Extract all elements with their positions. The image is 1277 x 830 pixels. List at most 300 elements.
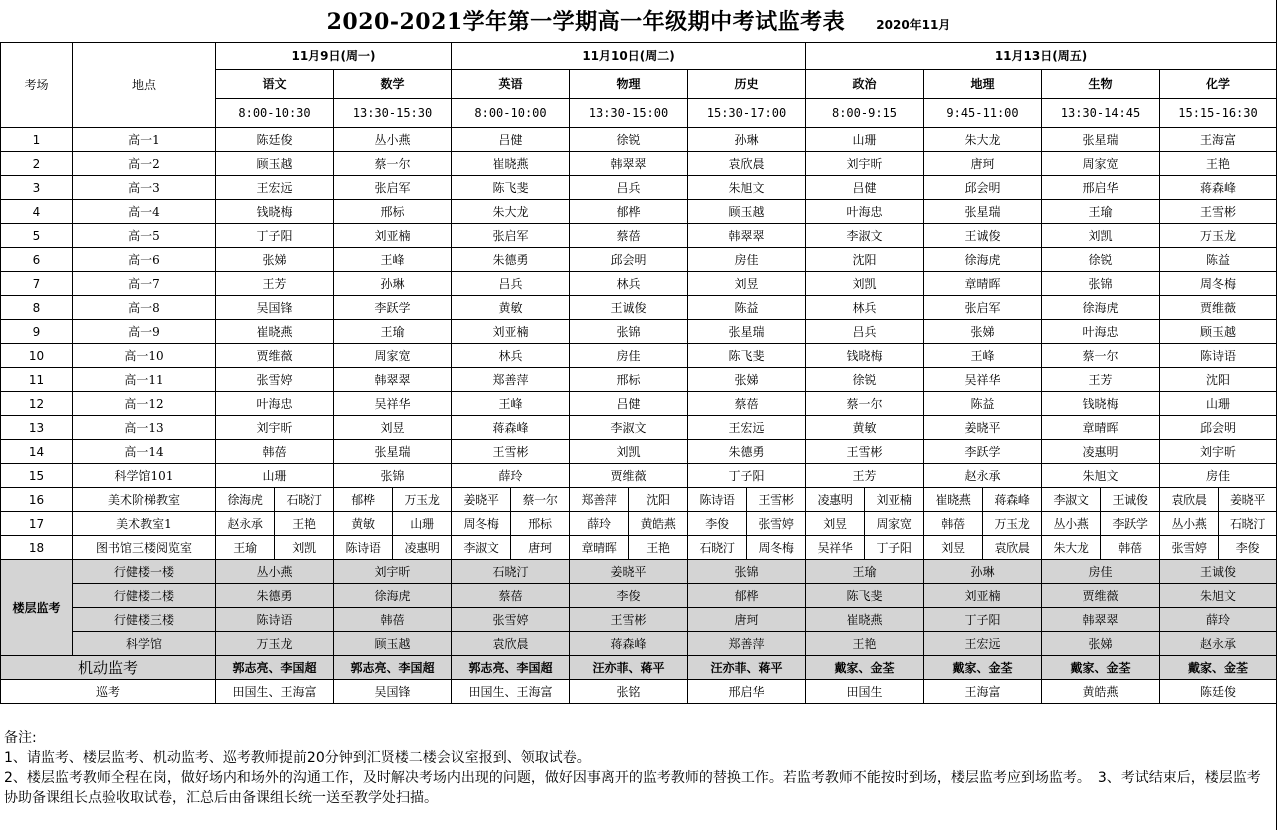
floor-proctor-cell: 郑善萍 [688,632,806,656]
proctor-cell: 张雪婷 [216,368,334,392]
room-location: 美术教室1 [73,512,216,536]
room-number: 17 [1,512,73,536]
proctor-cell: 韩蓓 [1101,536,1160,560]
proctor-cell: 房佳 [570,344,688,368]
proctor-cell: 邢标 [511,512,570,536]
table-row [1,176,1277,200]
proctor-cell: 凌惠明 [1042,440,1160,464]
proctor-cell: 陈诗语 [1160,344,1277,368]
room-number: 14 [1,440,73,464]
room-number: 5 [1,224,73,248]
table-row [1,488,1277,512]
proctor-cell: 陈诗语 [334,536,393,560]
proctor-cell: 王峰 [334,248,452,272]
proctor-cell: 王瑜 [1042,200,1160,224]
proctor-cell: 张星瑞 [1042,128,1160,152]
proctor-cell: 刘亚楠 [334,224,452,248]
proctor-cell: 黄敏 [334,512,393,536]
proctor-cell: 房佳 [688,248,806,272]
proctor-cell: 凌惠明 [806,488,865,512]
table-row [1,320,1277,344]
proctor-cell: 周家宽 [865,512,924,536]
proctor-cell: 沈阳 [629,488,688,512]
table-row [1,680,1277,704]
proctor-cell: 钱晓梅 [216,200,334,224]
mobile-proctor-cell: 郭志亮、李国超 [452,656,570,680]
floor-location: 行健楼二楼 [73,584,216,608]
proctor-cell: 丁子阳 [688,464,806,488]
room-location: 高一3 [73,176,216,200]
room-number: 9 [1,320,73,344]
subject-header: 化学 [1160,70,1277,99]
proctor-cell: 刘昱 [688,272,806,296]
proctor-cell: 崔晓燕 [924,488,983,512]
room-location: 高一12 [73,392,216,416]
proctor-cell: 刘昱 [924,536,983,560]
floor-proctor-cell: 王艳 [806,632,924,656]
proctor-cell: 王诚俊 [1101,488,1160,512]
proctor-cell: 吴国锋 [216,296,334,320]
proctor-cell: 朱大龙 [1042,536,1101,560]
proctor-cell: 石晓汀 [688,536,747,560]
proctor-cell: 王雪彬 [806,440,924,464]
proctor-cell: 陈益 [1160,248,1277,272]
room-number: 16 [1,488,73,512]
proctor-cell: 顾玉越 [688,200,806,224]
floor-proctor-label: 楼层监考 [1,560,73,656]
room-number: 3 [1,176,73,200]
proctor-cell: 郑善萍 [452,368,570,392]
proctor-cell: 陈飞斐 [452,176,570,200]
floor-proctor-cell: 丁子阳 [924,608,1042,632]
proctor-cell: 王海富 [1160,128,1277,152]
proctor-cell: 张雪婷 [747,512,806,536]
subject-header: 历史 [688,70,806,99]
room-location: 高一8 [73,296,216,320]
proctor-cell: 袁欣晨 [983,536,1042,560]
proctor-cell: 叶海忠 [1042,320,1160,344]
proctor-cell: 张启军 [334,176,452,200]
proctor-cell: 山珊 [1160,392,1277,416]
proctor-cell: 刘凯 [275,536,334,560]
proctor-cell: 李跃学 [1101,512,1160,536]
proctor-cell: 吕健 [452,128,570,152]
proctor-cell: 薛玲 [452,464,570,488]
mobile-proctor-label: 机动监考 [1,656,216,680]
proctor-cell: 韩翠翠 [334,368,452,392]
proctor-cell: 姜晓平 [924,416,1042,440]
floor-proctor-cell: 徐海虎 [334,584,452,608]
room-location: 高一11 [73,368,216,392]
room-location: 高一10 [73,344,216,368]
table-row [1,416,1277,440]
floor-proctor-cell: 崔晓燕 [806,608,924,632]
proctor-cell: 徐锐 [570,128,688,152]
proctor-cell: 黄敏 [452,296,570,320]
proctor-cell: 万玉龙 [983,512,1042,536]
proctor-cell: 张星瑞 [334,440,452,464]
proctor-cell: 张锦 [334,464,452,488]
floor-proctor-cell: 薛玲 [1160,608,1277,632]
proctor-cell: 邢标 [570,368,688,392]
proctor-cell: 姜晓平 [452,488,511,512]
proctor-cell: 山珊 [806,128,924,152]
table-row [1,272,1277,296]
proctor-cell: 袁欣晨 [1160,488,1219,512]
proctor-cell: 王艳 [275,512,334,536]
proctor-cell: 蔡一尔 [511,488,570,512]
patrol-cell: 田国生、王海富 [452,680,570,704]
proctor-cell: 郁桦 [570,200,688,224]
proctor-cell: 周冬梅 [747,536,806,560]
proctor-cell: 王诚俊 [924,224,1042,248]
proctor-cell: 徐锐 [806,368,924,392]
proctor-cell: 吕兵 [570,176,688,200]
table-row [1,608,1277,632]
proctor-cell: 万玉龙 [1160,224,1277,248]
proctor-cell: 韩蓓 [216,440,334,464]
table-row [1,224,1277,248]
table-row [1,464,1277,488]
floor-proctor-cell: 陈诗语 [216,608,334,632]
proctor-cell: 丛小燕 [1042,512,1101,536]
proctor-cell: 周冬梅 [452,512,511,536]
patrol-cell: 邢启华 [688,680,806,704]
floor-proctor-cell: 王雪彬 [570,608,688,632]
proctor-cell: 张娣 [216,248,334,272]
proctor-cell: 邱会明 [924,176,1042,200]
proctor-cell: 贾维薇 [216,344,334,368]
proctor-cell: 蒋森峰 [1160,176,1277,200]
day-header: 11月10日(周二) [452,43,806,70]
room-number: 13 [1,416,73,440]
floor-proctor-cell: 顾玉越 [334,632,452,656]
subject-header: 英语 [452,70,570,99]
table-row [1,656,1277,680]
room-number: 4 [1,200,73,224]
proctor-cell: 吴祥华 [806,536,865,560]
room-header: 考场 [1,43,73,128]
proctor-cell: 陈益 [688,296,806,320]
proctor-cell: 孙琳 [334,272,452,296]
proctor-cell: 丁子阳 [216,224,334,248]
room-number: 15 [1,464,73,488]
proctor-cell: 刘亚楠 [452,320,570,344]
proctor-cell: 郑善萍 [570,488,629,512]
proctor-cell: 王雪彬 [452,440,570,464]
proctor-cell: 刘凯 [806,272,924,296]
room-number: 1 [1,128,73,152]
proctor-cell: 朱大龙 [452,200,570,224]
floor-proctor-cell: 蒋森峰 [570,632,688,656]
proctor-cell: 李淑文 [806,224,924,248]
notes-line-1: 1、请监考、楼层监考、机动监考、巡考教师提前20分钟到汇贤楼二楼会议室报到、领取试卷。 [4,750,591,766]
proctor-cell: 蒋森峰 [983,488,1042,512]
floor-proctor-cell: 蔡蓓 [452,584,570,608]
proctor-cell: 王宏远 [688,416,806,440]
proctor-cell: 郁桦 [334,488,393,512]
proctor-cell: 李跃学 [334,296,452,320]
proctor-cell: 徐海虎 [216,488,275,512]
proctor-cell: 丁子阳 [865,536,924,560]
proctor-cell: 凌惠明 [393,536,452,560]
mobile-proctor-cell: 汪亦菲、蒋平 [688,656,806,680]
table-row [1,512,1277,536]
floor-proctor-cell: 张雪婷 [452,608,570,632]
mobile-proctor-cell: 郭志亮、李国超 [216,656,334,680]
room-number: 2 [1,152,73,176]
proctor-cell: 张星瑞 [688,320,806,344]
proctor-cell: 蔡一尔 [806,392,924,416]
floor-proctor-cell: 王宏远 [924,632,1042,656]
day-header: 11月13日(周五) [806,43,1277,70]
proctor-cell: 唐珂 [924,152,1042,176]
proctor-cell: 林兵 [452,344,570,368]
proctor-cell: 沈阳 [1160,368,1277,392]
table-row [1,536,1277,560]
room-number: 10 [1,344,73,368]
notes-section [4,728,1272,808]
proctor-cell: 贾维薇 [1160,296,1277,320]
proctor-cell: 刘宇昕 [1160,440,1277,464]
room-location: 高一9 [73,320,216,344]
proctor-cell: 朱旭文 [688,176,806,200]
floor-proctor-cell: 朱德勇 [216,584,334,608]
schedule-table [0,42,1277,704]
proctor-cell: 林兵 [570,272,688,296]
proctor-cell: 李俊 [688,512,747,536]
proctor-cell: 韩翠翠 [688,224,806,248]
proctor-cell: 沈阳 [806,248,924,272]
proctor-cell: 邢标 [334,200,452,224]
mobile-proctor-cell: 郭志亮、李国超 [334,656,452,680]
table-row [1,43,1277,70]
proctor-cell: 王芳 [216,272,334,296]
table-row [1,632,1277,656]
floor-proctor-cell: 万玉龙 [216,632,334,656]
table-row [1,368,1277,392]
proctor-cell: 蔡蓓 [570,224,688,248]
proctor-cell: 叶海忠 [216,392,334,416]
mobile-proctor-cell: 戴家、金荃 [924,656,1042,680]
floor-location: 行健楼一楼 [73,560,216,584]
proctor-cell: 朱大龙 [924,128,1042,152]
proctor-cell: 王艳 [1160,152,1277,176]
proctor-cell: 徐锐 [1042,248,1160,272]
time-header: 15:30-17:00 [688,99,806,128]
time-header: 13:30-15:30 [334,99,452,128]
room-location: 图书馆三楼阅览室 [73,536,216,560]
floor-proctor-cell: 王瑜 [806,560,924,584]
proctor-cell: 韩蓓 [924,512,983,536]
notes-title: 备注: [4,730,37,746]
room-number: 6 [1,248,73,272]
proctor-cell: 蒋森峰 [452,416,570,440]
room-location: 美术阶梯教室 [73,488,216,512]
proctor-cell: 朱旭文 [1042,464,1160,488]
proctor-cell: 山珊 [216,464,334,488]
location-header: 地点 [73,43,216,128]
patrol-cell: 张铭 [570,680,688,704]
floor-proctor-cell: 丛小燕 [216,560,334,584]
proctor-cell: 孙琳 [688,128,806,152]
floor-proctor-cell: 陈飞斐 [806,584,924,608]
proctor-cell: 吴祥华 [334,392,452,416]
proctor-cell: 王宏远 [216,176,334,200]
room-location: 高一7 [73,272,216,296]
proctor-cell: 张启军 [452,224,570,248]
proctor-cell: 韩翠翠 [570,152,688,176]
proctor-cell: 崔晓燕 [216,320,334,344]
proctor-cell: 顾玉越 [216,152,334,176]
proctor-cell: 姜晓平 [1219,488,1277,512]
proctor-cell: 刘凯 [570,440,688,464]
proctor-cell: 丛小燕 [334,128,452,152]
proctor-cell: 刘亚楠 [865,488,924,512]
proctor-cell: 徐海虎 [924,248,1042,272]
proctor-cell: 钱晓梅 [806,344,924,368]
patrol-cell: 黄皓燕 [1042,680,1160,704]
floor-proctor-cell: 韩蓓 [334,608,452,632]
room-location: 高一13 [73,416,216,440]
table-row [1,248,1277,272]
proctor-cell: 张启军 [924,296,1042,320]
proctor-cell: 陈飞斐 [688,344,806,368]
day-header: 11月9日(周一) [216,43,452,70]
proctor-cell: 石晓汀 [275,488,334,512]
proctor-cell: 钱晓梅 [1042,392,1160,416]
time-header: 13:30-14:45 [1042,99,1160,128]
proctor-cell: 徐海虎 [1042,296,1160,320]
table-row [1,440,1277,464]
room-location: 高一2 [73,152,216,176]
proctor-cell: 丛小燕 [1160,512,1219,536]
proctor-cell: 邢启华 [1042,176,1160,200]
proctor-cell: 张娣 [688,368,806,392]
proctor-cell: 顾玉越 [1160,320,1277,344]
proctor-cell: 李跃学 [924,440,1042,464]
proctor-cell: 张雪婷 [1160,536,1219,560]
subject-header: 生物 [1042,70,1160,99]
floor-proctor-cell: 张娣 [1042,632,1160,656]
proctor-cell: 王瑜 [334,320,452,344]
proctor-cell: 周家宽 [334,344,452,368]
table-row [1,128,1277,152]
room-number: 8 [1,296,73,320]
floor-location: 行健楼三楼 [73,608,216,632]
proctor-cell: 李俊 [1219,536,1277,560]
proctor-cell: 张娣 [924,320,1042,344]
proctor-cell: 吴祥华 [924,368,1042,392]
table-row [1,584,1277,608]
time-header: 8:00-10:00 [452,99,570,128]
page-title: 2020-2021学年第一学期高一年级期中考试监考表 [326,9,846,35]
floor-proctor-cell: 贾维薇 [1042,584,1160,608]
subject-header: 数学 [334,70,452,99]
room-location: 高一6 [73,248,216,272]
proctor-cell: 蔡蓓 [688,392,806,416]
proctor-cell: 唐珂 [511,536,570,560]
table-row [1,344,1277,368]
mobile-proctor-cell: 汪亦菲、蒋平 [570,656,688,680]
proctor-cell: 张星瑞 [924,200,1042,224]
room-location: 科学馆101 [73,464,216,488]
floor-proctor-cell: 袁欣晨 [452,632,570,656]
time-header: 8:00-10:30 [216,99,334,128]
mobile-proctor-cell: 戴家、金荃 [806,656,924,680]
floor-location: 科学馆 [73,632,216,656]
proctor-cell: 赵永承 [924,464,1042,488]
proctor-cell: 章晴晖 [1042,416,1160,440]
room-location: 高一1 [73,128,216,152]
proctor-cell: 林兵 [806,296,924,320]
proctor-cell: 赵永承 [216,512,275,536]
floor-proctor-cell: 房佳 [1042,560,1160,584]
proctor-cell: 黄敏 [806,416,924,440]
proctor-cell: 周家宽 [1042,152,1160,176]
subject-header: 语文 [216,70,334,99]
proctor-cell: 黄皓燕 [629,512,688,536]
floor-proctor-cell: 郁桦 [688,584,806,608]
proctor-cell: 刘宇昕 [806,152,924,176]
room-number: 11 [1,368,73,392]
proctor-cell: 蔡一尔 [334,152,452,176]
proctor-cell: 吕健 [806,176,924,200]
table-row [1,200,1277,224]
room-location: 高一4 [73,200,216,224]
proctor-cell: 李淑文 [570,416,688,440]
proctor-cell: 王峰 [924,344,1042,368]
floor-proctor-cell: 赵永承 [1160,632,1277,656]
proctor-cell: 章晴晖 [570,536,629,560]
room-number: 12 [1,392,73,416]
proctor-cell: 房佳 [1160,464,1277,488]
proctor-cell: 陈益 [924,392,1042,416]
proctor-cell: 吕健 [570,392,688,416]
proctor-cell: 薛玲 [570,512,629,536]
proctor-cell: 王峰 [452,392,570,416]
proctor-cell: 邱会明 [570,248,688,272]
title-bar [0,4,1277,40]
proctor-cell: 邱会明 [1160,416,1277,440]
proctor-cell: 王芳 [806,464,924,488]
room-location: 高一14 [73,440,216,464]
floor-proctor-cell: 王诚俊 [1160,560,1277,584]
floor-proctor-cell: 唐珂 [688,608,806,632]
proctor-cell: 万玉龙 [393,488,452,512]
proctor-cell: 章晴晖 [924,272,1042,296]
proctor-cell: 石晓汀 [1219,512,1277,536]
patrol-cell: 田国生 [806,680,924,704]
floor-proctor-cell: 刘亚楠 [924,584,1042,608]
proctor-cell: 张锦 [570,320,688,344]
floor-proctor-cell: 刘宇昕 [334,560,452,584]
proctor-cell: 山珊 [393,512,452,536]
floor-proctor-cell: 李俊 [570,584,688,608]
proctor-cell: 李淑文 [452,536,511,560]
notes-line-2: 2、楼层监考教师全程在岗，做好场内和场外的沟通工作，及时解决考场内出现的问题，做好因事离开的监考教师的替换工作。若监考教师不能按时到场，楼层监考应到场监考。 3、考试结束后，楼层监考协助备课组长点验收取试卷，汇总后由备课组长统一送至教学处扫描。 [4,770,1261,806]
subject-header: 政治 [806,70,924,99]
proctor-cell: 陈廷俊 [216,128,334,152]
proctor-cell: 李淑文 [1042,488,1101,512]
floor-proctor-cell: 孙琳 [924,560,1042,584]
proctor-cell: 陈诗语 [688,488,747,512]
proctor-cell: 崔晓燕 [452,152,570,176]
proctor-cell: 王雪彬 [1160,200,1277,224]
proctor-cell: 袁欣晨 [688,152,806,176]
patrol-cell: 陈廷俊 [1160,680,1277,704]
mobile-proctor-cell: 戴家、金荃 [1160,656,1277,680]
